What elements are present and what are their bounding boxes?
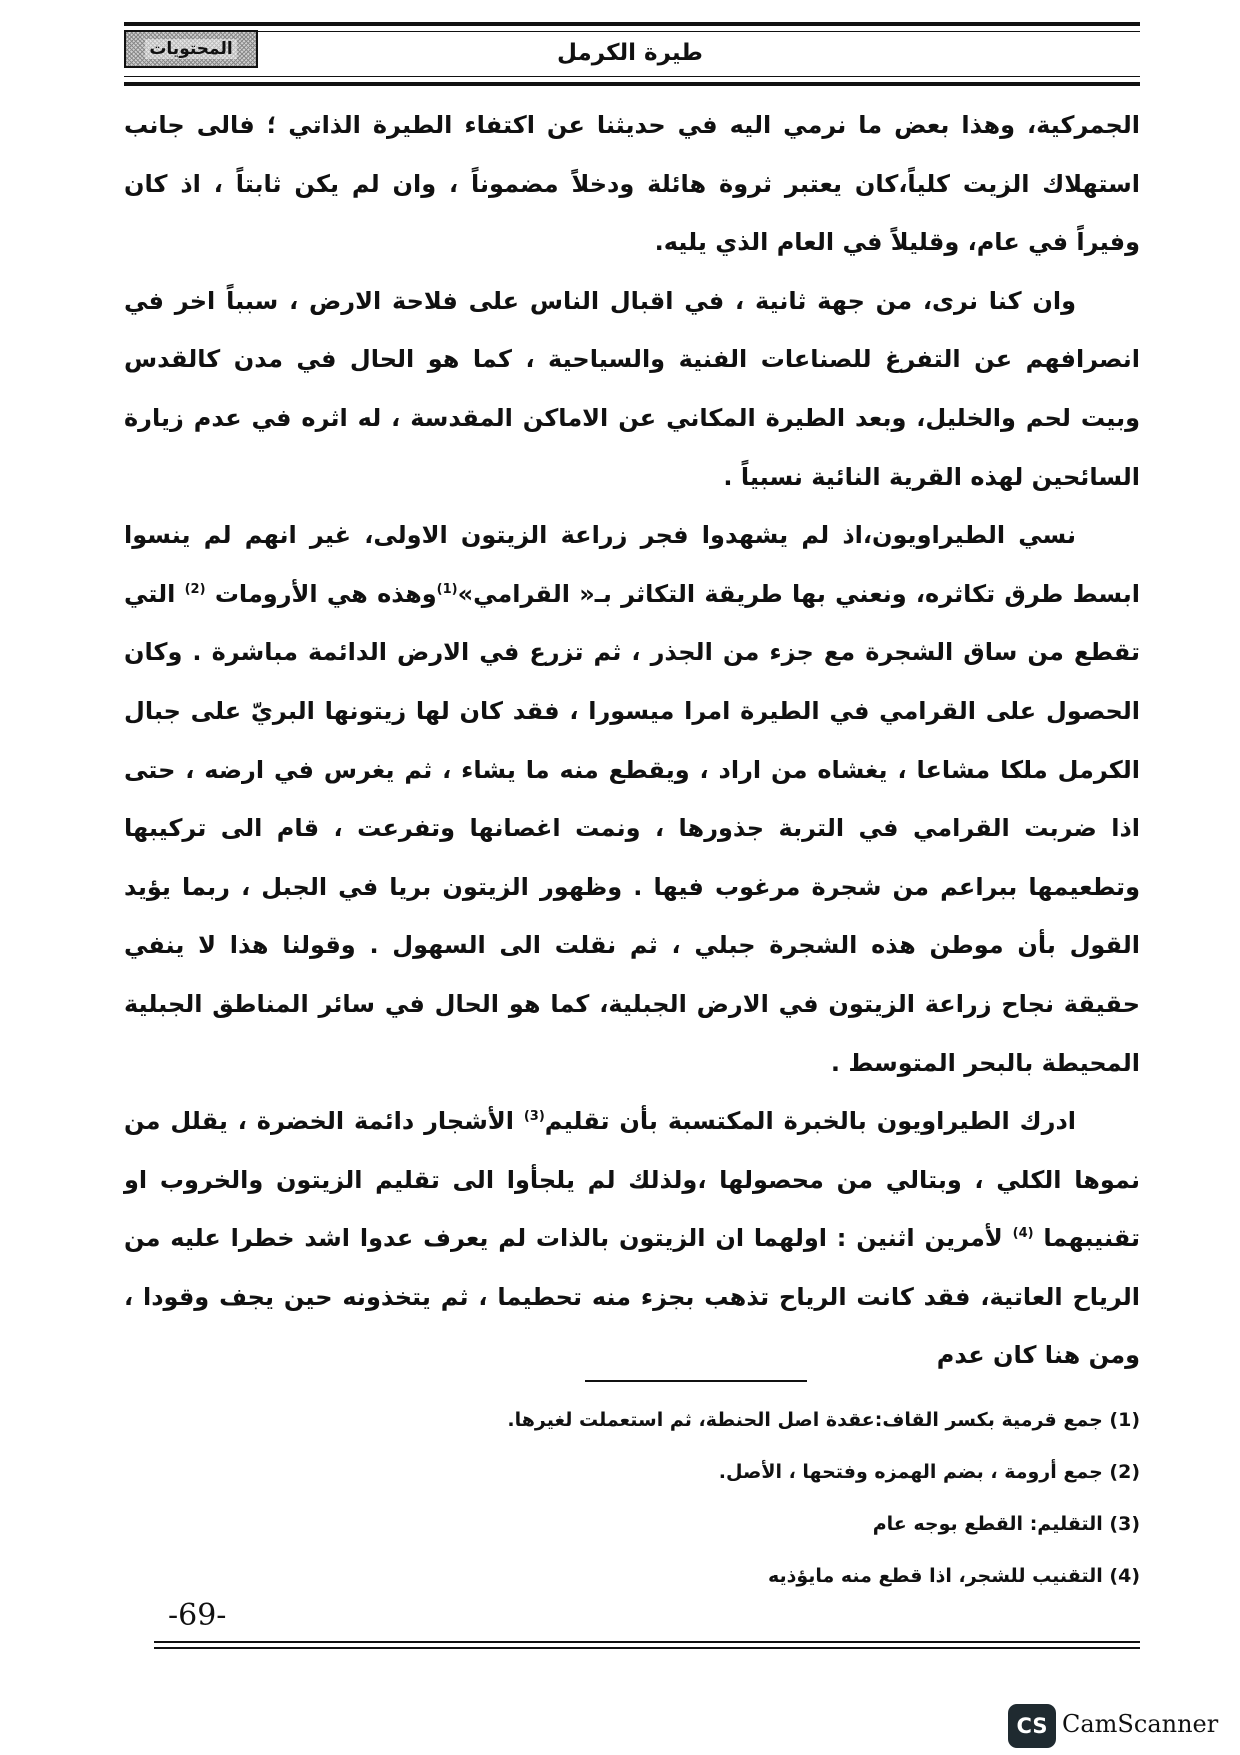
paragraph-2: وان كنا نرى، من جهة ثانية ، في اقبال الناس على فلاحة الارض ، سبباً اخر في انصرافهم عن التفرغ للصناعات الفنية والسياحية ، كما هو الحال في مدن كالقدس وبيت لحم والخليل، وبعد الطيرة المكاني عن الاماكن المقدسة ، له اثره في عدم زيارة السائحين لهذه القرية النائية نسبياً . bbox=[124, 286, 1140, 491]
paragraph-3 bbox=[124, 506, 1140, 1092]
footnote-ref-3: (3) bbox=[523, 1109, 545, 1125]
footnote-1: (1) جمع قرمية بكسر القاف:عقدة اصل الحنطة، ثم استعملت لغيرها. bbox=[507, 1409, 1140, 1431]
footnote-2: (2) جمع أرومة ، بضم الهمزه وفتحها ، الأصل. bbox=[718, 1461, 1140, 1483]
body-text bbox=[124, 96, 1140, 1385]
page-number: -69- bbox=[168, 1598, 227, 1633]
footnote-ref-4: (4) bbox=[1012, 1226, 1034, 1242]
paragraph-4-part-2: الأشجار دائمة الخضرة ، يقلل من نموها الكلي ، وبتالي من محصولها ،ولذلك لم يلجأوا الى تقليم الزيتون والخروب او تقنيبهما bbox=[124, 1107, 1141, 1253]
camscanner-watermark: CamScanner bbox=[1062, 1710, 1219, 1738]
footnotes bbox=[124, 1394, 1140, 1602]
header-rule-top bbox=[124, 22, 1140, 32]
header-badge-label: المحتويات bbox=[145, 39, 236, 59]
paragraph-3-part-1: نسي الطيراويون،اذ لم يشهدوا فجر زراعة الزيتون الاولى، غير انهم لم ينسوا ابسط طرق تكاثره، ونعني بها طريقة التكاثر بـ« القرامي» bbox=[124, 521, 1141, 608]
footnote-4: (4) التقنيب للشجر، اذا قطع منه مايؤذيه bbox=[767, 1565, 1140, 1587]
paragraph-4-part-3: لأمرين اثنين : اولهما ان الزيتون بالذات لم يعرف عدوا اشد خطرا عليه من الرياح العاتية، فقد كانت الرياح تذهب بجزء منه تحطيما ، ثم يتخذونه حين يجف وقودا ، ومن هنا كان عدم bbox=[124, 1224, 1140, 1370]
paragraph-4 bbox=[124, 1092, 1140, 1385]
footnote-ref-2: (2) bbox=[184, 581, 206, 597]
paragraph-3-part-3: التي تقطع من ساق الشجرة مع جزء من الجذر ، ثم تزرع في الارض الدائمة مباشرة . وكان الحصول على القرامي في الطيرة امرا ميسورا ، فقد كان لها زيتونها البريّ على جبال الكرمل ملكا مشاعا ، يغشاه من اراد ، ويقطع منه ما يشاء ، ثم يغرس في ارضه ، حتى اذا ضربت القرامي في التربة جذورها ، ونمت اغصانها وتفرعت ، قام الى تركيبها وتطعيمها ببراعم من شجرة مرغوب فيها . وظهور الزيتون بريا في الجبل ، ربما يؤيد القول بأن موطن هذه الشجرة جبلي ، ثم نقلت الى السهول . وقولنا هذا لا ينفي حقيقة نجاح زراعة الزيتون في الارض الجبلية، كما هو الحال في سائر المناطق الجبلية المحيطة بالبحر المتوسط . bbox=[124, 579, 1140, 1077]
header-rule-bottom bbox=[124, 76, 1140, 86]
running-header-title: طيرة الكرمل bbox=[557, 40, 703, 66]
paragraph-3-part-2: وهذه هي الأرومات bbox=[214, 579, 437, 608]
bottom-rule bbox=[154, 1641, 1140, 1649]
footnote-separator bbox=[585, 1380, 807, 1382]
footnote-3: (3) التقليم: القطع بوجه عام bbox=[872, 1513, 1140, 1535]
camscanner-logo-icon: CS bbox=[1008, 1704, 1056, 1748]
paragraph-4-part-1: ادرك الطيراويون بالخبرة المكتسبة بأن تقليم bbox=[544, 1107, 1077, 1136]
footnote-ref-1: (1) bbox=[436, 581, 458, 597]
header-badge bbox=[124, 30, 258, 68]
paragraph-1: الجمركية، وهذا بعض ما نرمي اليه في حديثنا عن اكتفاء الطيرة الذاتي ؛ فالى جانب استهلاك الزيت كلياً،كان يعتبر ثروة هائلة ودخلاً مضموناً ، وان لم يكن ثابتاً ، اذ كان وفيراً في عام، وقليلاً في العام الذي يليه. bbox=[124, 111, 1140, 257]
